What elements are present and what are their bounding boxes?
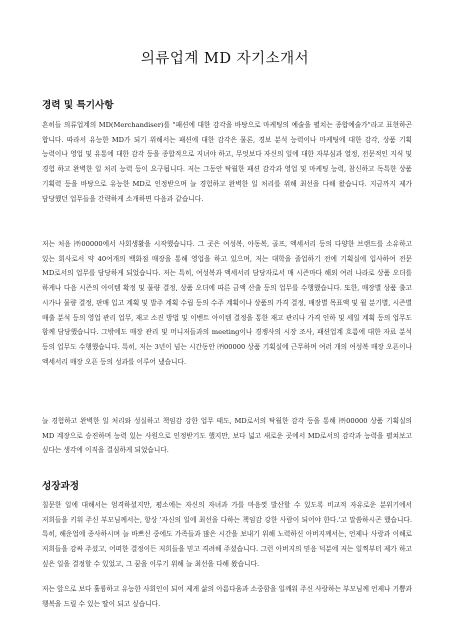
section-heading-growth: 성장과정 bbox=[42, 481, 80, 492]
growth-paragraph-2: 저는 앞으로 보다 훌륭하고 유능한 사회인이 되어 제게 삶의 아름다움과 소중함을 일깨워 주신 사랑하는 부모님께 언제나 기쁨과 행복을 드릴 수 있는 딸이 되고 싶습니다. bbox=[42, 585, 412, 608]
career-paragraph-1: 흔히들 의류업계의 MD(Merchandiser)를 "패션에 대한 감각을 바탕으로 마케팅의 예술을 펼치는 종합예술가"라고 표현하곤 합니다. 따라서 유능한 MD가 되기 위해서는 패션에 대한 감각은 물론, 경보 분석 능력이나 마케팅에 대한 감각, 상품 기획 능력이나 영업 및 유통에 대한 감각 등을 종합적으로 지녀야 하고, 무엇보다 자신의 일에 대한 자부심과 열정, 전문적인 지식 및 경험 하고 완벽한 일 처리 능력 등이 요구됩니다. 저는 그동안 탁월한 패션 감각과 영업 및 마케팅 능력, 참신하고 독특한 상품 기획력 등을 바탕으로 유능한 MD로 인정받으며 늘 경험하고 완벽한 일 처리를 위해 최선을 다해 왔습니다. 지금까지 제가 담당했던 업무들을 간략하게 소개하면 다음과 같습니다. bbox=[42, 121, 412, 203]
career-paragraph-3: 늘 경험하고 완벽한 일 처리와 성실하고 책임감 강한 업무 태도, MD로서의 탁월한 감각 등을 통해 ㈜00000 상품 기획실의 MD 계장으로 승진하며 능력 있는 사원으로 인정받기도 했지만, 보다 넓고 새로운 곳에서 MD로서의 감각과 능력을 펼쳐보고 싶다는 생각에 이직을 결심하게 되었습니다. bbox=[42, 417, 412, 455]
career-paragraph-2: 저는 처음 ㈜00000에서 사회생활을 시작했습니다. 그 곳은 여성복, 아동복, 골프, 액세서리 등의 다양한 브랜드를 소유하고 있는 회사로서 약 40여개의 백화점 매장을 통해 영업을 하고 있으며, 저는 대학을 졸업하기 전에 기획실에 입사하여 전문 MD로서의 업무를 담당하게 되었습니다. 저는 특히, 여성복과 액세서리 담당자로서 매 시즌마다 해외 여러 나라로 상품 오더를 하게나 다음 시즌의 아이템 확정 및 물량 결정, 상품 오더에 따른 금액 산출 등의 업무를 수행했습니다. 또한, 매장별 상품 출고 시가나 물량 결정, 판매 입고 계획 및 발주 계획 수립 등의 수주 계획이나 상품의 가격 결정, 매장별 목표액 및 월 분기별, 시즌별 매출 분석 등의 영업 관리 업무, 재고 소진 방법 및 이벤트 아이템 결정을 통한 재고 관리나 가격 인하 및 세일 계획 등의 업무도 함께 담당했습니다. 그밖에도 매장 관리 및 머니저들과의 meeting이나 경쟁사의 시장 조사, 패션업계 흐름에 대한 자료 분석 등의 업무도 수행했습니다. 특히, 저는 3년이 넘는 시간동안 ㈜00000 상품 기획실에 근무하며 여러 개의 여성복 매장 오픈이나 액세서리 매장 오픈 등의 성과를 이루어 냈습니다. bbox=[42, 240, 412, 366]
section-heading-career: 경력 및 특기사항 bbox=[42, 100, 114, 111]
growth-paragraph-1: 칠문한 일에 대해서는 엄격하셨지만, 평소에는 자신의 자녀과 가를 마음껏 발산할 수 있도록 비교적 자유로운 분위기에서 저희들을 키워 주신 부모님께서는, 항상 '자신의 일에 최선을 다하는 책임감 강한 사람이 되어야 한다.'고 말씀하시곤 했습니다. 특히, 해운업에 종사하시며 늘 바쁘신 중에도 가족들과 많은 시간을 보내기 위해 노력하신 아버지께서는, 언제나 사랑과 이해로 저희들을 감싸 주셨고, 어떠한 결정이든 저희들을 믿고 격려해 주셨습니다. 그런 아버지의 믿음 덕분에 저는 일찍부터 제가 하고 싶은 일을 결정할 수 있었고, 그 꿈을 이루기 위해 늘 최선을 다해 왔습니다. bbox=[42, 501, 412, 568]
document-title: 의류업계 MD 자기소개서 bbox=[140, 51, 310, 67]
